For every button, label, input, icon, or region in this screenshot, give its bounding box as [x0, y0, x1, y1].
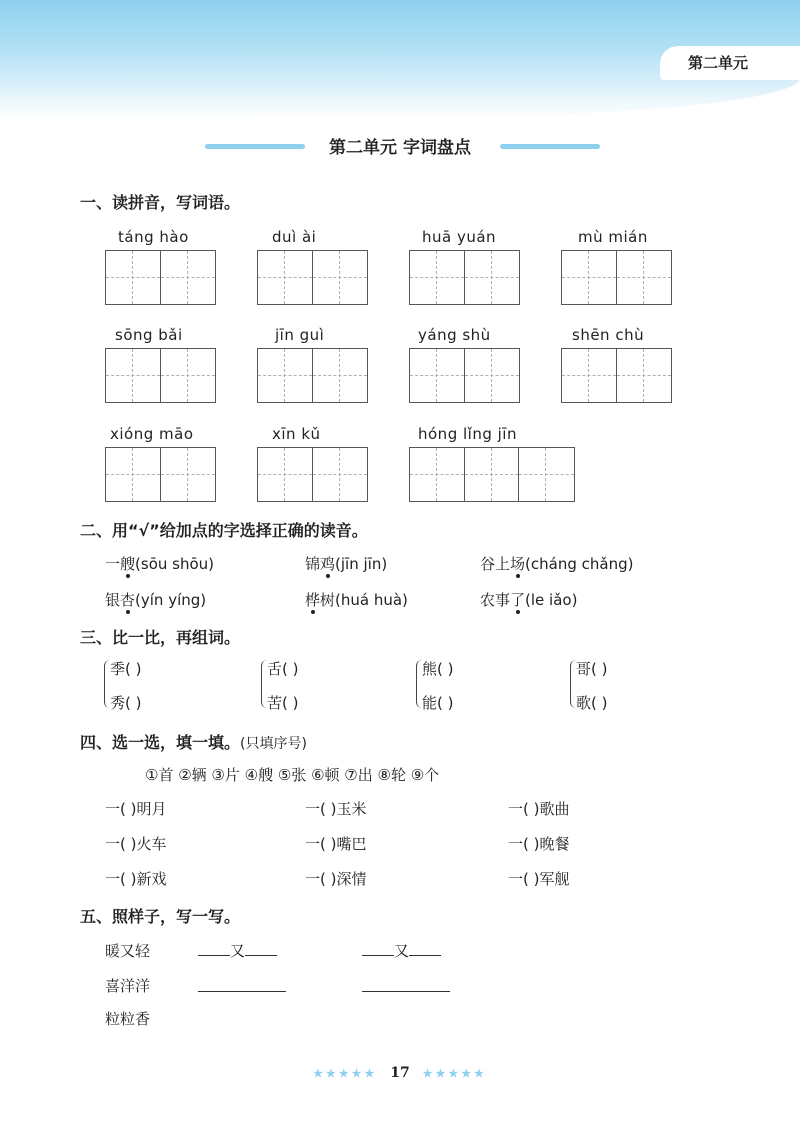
- write-line-1[interactable]: [198, 991, 286, 992]
- fill-item-3[interactable]: 一( )歌曲: [508, 800, 570, 818]
- pinyin-2: duì ài: [272, 228, 317, 246]
- writing-box-6[interactable]: [257, 348, 368, 403]
- compare-word-3b[interactable]: 能( ): [422, 694, 454, 712]
- option-list: ①首 ②辆 ③片 ④艘 ⑤张 ⑥顿 ⑦出 ⑧轮 ⑨个: [145, 766, 440, 784]
- fill-item-9[interactable]: 一( )军舰: [508, 870, 570, 888]
- pinyin-7: yáng shù: [418, 326, 491, 344]
- unit-tab: [660, 46, 800, 80]
- pronunciation-item-3[interactable]: 谷上场(cháng chǎng): [480, 555, 634, 573]
- unit-label: 第二单元: [688, 54, 749, 72]
- compare-word-3a[interactable]: 熊( ): [422, 660, 454, 678]
- pinyin-9: xióng māo: [110, 425, 194, 443]
- imitate-line-1[interactable]: 又: [198, 940, 277, 961]
- section5-heading: 五、照样子，写一写。: [80, 907, 241, 926]
- pinyin-4: mù mián: [578, 228, 648, 246]
- pinyin-3: huā yuán: [422, 228, 497, 246]
- page-number: 17: [390, 1065, 410, 1081]
- section4-note: (只填序号): [240, 736, 307, 752]
- section3-heading: 三、比一比，再组词。: [80, 628, 241, 647]
- pronunciation-item-6[interactable]: 农事了(le iǎo): [480, 591, 578, 609]
- example-2: 喜洋洋: [105, 977, 151, 995]
- fill-item-1[interactable]: 一( )明月: [105, 800, 167, 818]
- compare-word-1a[interactable]: 季( ): [110, 660, 142, 678]
- pinyin-11: hóng lǐng jīn: [418, 425, 517, 443]
- page-title: 第二单元 字词盘点: [329, 138, 471, 158]
- fill-item-4[interactable]: 一( )火车: [105, 835, 167, 853]
- writing-box-7[interactable]: [409, 348, 520, 403]
- writing-box-9[interactable]: [105, 447, 216, 502]
- section1-heading: 一、读拼音，写词语。: [80, 193, 241, 212]
- pronunciation-item-4[interactable]: 银杏(yín yíng): [105, 591, 207, 609]
- fill-item-8[interactable]: 一( )深情: [305, 870, 367, 888]
- section2-heading: 二、用“√”给加点的字选择正确的读音。: [80, 521, 368, 540]
- imitate-line-2[interactable]: 又: [362, 940, 441, 961]
- pinyin-5: sōng bǎi: [115, 326, 183, 344]
- pronunciation-item-5[interactable]: 桦树(huá huà): [305, 591, 408, 609]
- page-footer: [0, 1065, 800, 1081]
- fill-item-6[interactable]: 一( )晚餐: [508, 835, 570, 853]
- compare-word-2b[interactable]: 苦( ): [267, 694, 299, 712]
- stars-right-icon: ★★★★★: [422, 1067, 487, 1080]
- writing-box-5[interactable]: [105, 348, 216, 403]
- writing-box-2[interactable]: [257, 250, 368, 305]
- writing-box-1[interactable]: [105, 250, 216, 305]
- compare-word-4a[interactable]: 哥( ): [576, 660, 608, 678]
- pinyin-10: xīn kǔ: [272, 425, 321, 443]
- compare-word-4b[interactable]: 歌( ): [576, 694, 608, 712]
- fill-item-5[interactable]: 一( )嘴巴: [305, 835, 367, 853]
- fill-item-2[interactable]: 一( )玉米: [305, 800, 367, 818]
- compare-word-1b[interactable]: 秀( ): [110, 694, 142, 712]
- section4-heading: 四、选一选，填一填。(只填序号): [80, 733, 307, 752]
- writing-box-11[interactable]: [409, 447, 575, 502]
- pronunciation-item-2[interactable]: 锦鸡(jīn jīn): [305, 555, 388, 573]
- compare-word-2a[interactable]: 舌( ): [267, 660, 299, 678]
- example-1: 暖又轻: [105, 942, 151, 960]
- pronunciation-item-1[interactable]: 一艘(sōu shōu): [105, 555, 215, 573]
- fill-item-7[interactable]: 一( )新戏: [105, 870, 167, 888]
- writing-box-3[interactable]: [409, 250, 520, 305]
- example-3: 粒粒香: [105, 1010, 151, 1028]
- writing-box-4[interactable]: [561, 250, 672, 305]
- pinyin-6: jīn guì: [275, 326, 325, 344]
- stars-left-icon: ★★★★★: [313, 1067, 378, 1080]
- writing-box-8[interactable]: [561, 348, 672, 403]
- write-line-2[interactable]: [362, 991, 450, 992]
- pinyin-8: shēn chù: [572, 326, 645, 344]
- pinyin-1: táng hào: [118, 228, 189, 246]
- writing-box-10[interactable]: [257, 447, 368, 502]
